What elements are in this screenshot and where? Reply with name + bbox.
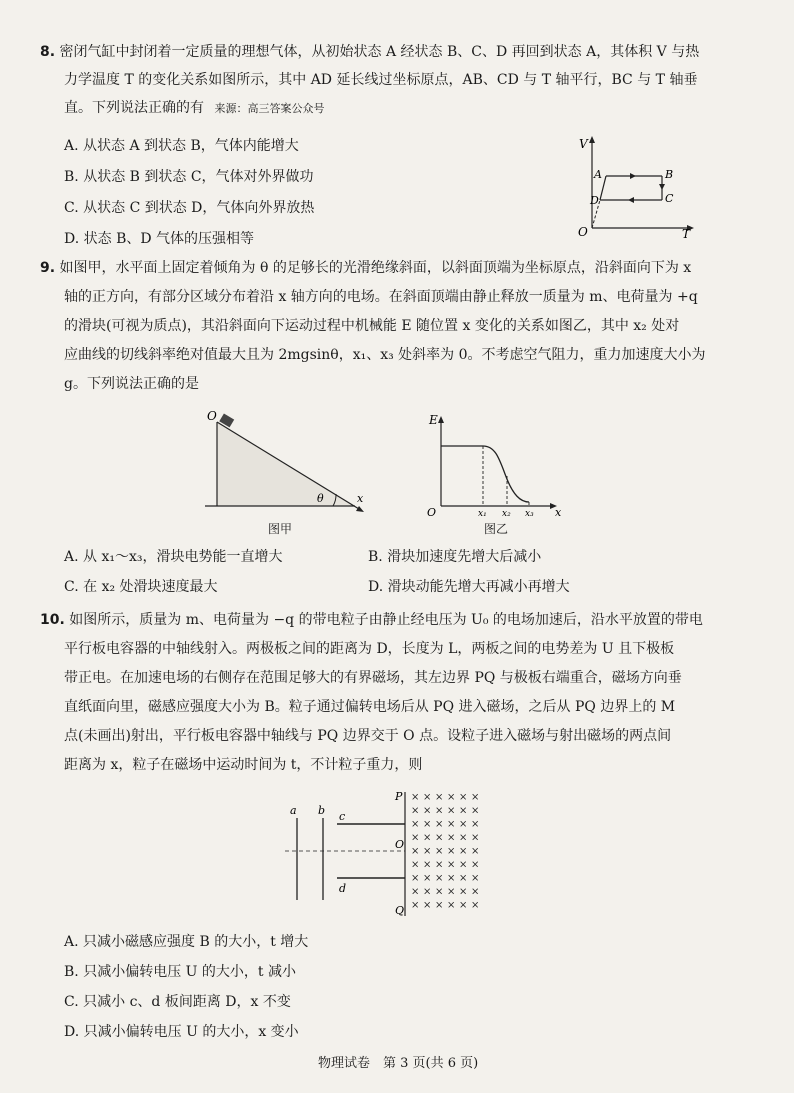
field-cross: × [435,859,444,871]
option-d: D. 只减小偏转电压 U 的大小，x 变小 [64,1024,299,1040]
figure-incline [205,410,375,520]
field-cross: × [435,846,444,857]
question-text: 应曲线的切线斜率绝对值最大且为 2mgsinθ，x₁、x₃ 处斜率为 0。不考虑空气阻力，重力加速度大小为 [64,347,706,363]
question-number: 9. [40,260,56,276]
field-cross: × [471,832,480,844]
field-cross: × [447,900,456,911]
point-d: D [590,194,599,207]
x-axis-label: x [555,506,562,518]
energy-graph [425,408,565,518]
question-text: 如图所示，质量为 m、电荷量为 −q 的带电粒子由静止经电压为 U₀ 的电场加速后，沿水平放置的带电 [69,612,703,628]
field-cross: × [411,886,420,898]
field-cross: × [435,792,444,803]
field-cross: × [471,859,480,871]
field-cross: × [447,792,456,803]
point-b: B [665,168,674,181]
field-cross: × [447,873,456,884]
origin-label: O [427,506,437,518]
field-cross: × [471,873,480,884]
point-o-label: O [395,838,405,851]
question-number: 10. [40,612,65,628]
point-c: C [665,192,674,205]
option-b: B. 滑块加速度先增大后减小 [368,549,542,565]
question-text: 直。下列说法正确的有 [64,100,204,116]
x-axis-label: x [357,492,364,505]
field-cross: × [423,873,432,884]
point-q-label: Q [395,904,405,917]
field-cross: × [459,859,468,871]
field-cross: × [423,846,432,857]
field-cross: × [459,846,468,857]
question-text: 直纸面向里，磁感应强度大小为 B。粒子通过偏转电场后从 PQ 进入磁场，之后从 PQ 边界上的 M [64,699,676,715]
field-cross: × [459,805,468,817]
field-cross: × [423,900,432,911]
plate-b-label: b [318,804,326,817]
field-cross: × [435,819,444,830]
capacitor-field-figure [285,788,495,923]
plate-a-label: a [290,804,297,817]
t-axis-label: T [682,227,691,240]
option-a: A. 从 x₁～x₃，滑块电势能一直增大 [64,549,283,565]
option-a: A. 从状态 A 到状态 B，气体内能增大 [64,138,299,154]
field-cross: × [447,805,456,817]
v-axis-label: V [579,137,588,151]
question-text: 如图甲，水平面上固定着倾角为 θ 的足够长的光滑绝缘斜面，以斜面顶端为坐标原点，沿斜面向下为 x [59,260,692,276]
option-c: C. 只减小 c、d 板间距离 D，x 不变 [64,994,291,1010]
field-cross: × [471,846,480,857]
origin-label: O [207,410,217,423]
field-cross: × [459,900,468,911]
field-cross: × [459,886,468,898]
field-cross: × [411,859,420,871]
field-cross: × [411,873,420,884]
field-cross: × [423,886,432,898]
field-cross: × [459,792,468,803]
figure-caption: 图乙 [484,522,509,536]
option-b: B. 从状态 B 到状态 C，气体对外界做功 [64,169,314,185]
vt-graph [570,130,700,240]
question-text: 平行板电容器的中轴线射入。两极板之间的距离为 D，长度为 L，两板之间的电势差为 U 且下极板 [64,641,675,657]
point-p-label: P [395,790,403,803]
plate-d-label: d [339,882,347,895]
figure-caption: 图甲 [268,522,293,536]
field-cross: × [435,832,444,844]
question-text: 轴的正方向，有部分区域分布着沿 x 轴方向的电场。在斜面顶端由静止释放一质量为 m、电荷量为 +q [64,289,698,305]
question-text: 的滑块(可视为质点)，其沿斜面向下运动过程中机械能 E 随位置 x 变化的关系如图乙，其中 x₂ 处对 [64,318,680,334]
field-cross: × [459,819,468,830]
field-cross: × [423,859,432,871]
question-text: 力学温度 T 的变化关系如图所示，其中 AD 延长线过坐标原点，AB、CD 与 T 轴平行，BC 与 T 轴垂 [64,72,698,88]
option-c: C. 从状态 C 到状态 D，气体向外界放热 [64,200,315,216]
field-cross: × [423,819,432,830]
field-cross: × [411,819,420,830]
point-a: A [594,168,602,181]
field-cross: × [447,859,456,871]
field-cross: × [423,805,432,817]
x3-label: x₃ [525,509,534,518]
field-cross: × [435,900,444,911]
field-cross: × [471,819,480,830]
field-cross: × [411,805,420,817]
origin-label: O [578,225,588,239]
field-cross: × [447,846,456,857]
field-cross: × [471,886,480,898]
question-text: 带正电。在加速电场的右侧存在范围足够大的有界磁场，其左边界 PQ 与极板右端重合，磁场方向垂 [64,670,682,686]
option-d: D. 滑块动能先增大再减小再增大 [368,579,570,595]
question-text: 距离为 x，粒子在磁场中运动时间为 t，不计粒子重力，则 [64,757,423,773]
field-cross: × [435,873,444,884]
option-a: A. 只减小磁感应强度 B 的大小，t 增大 [64,934,309,950]
field-cross: × [471,900,480,911]
question-text: g。下列说法正确的是 [64,376,199,392]
field-cross: × [411,832,420,844]
option-c: C. 在 x₂ 处滑块速度最大 [64,579,218,595]
field-cross: × [411,792,420,803]
page-footer: 物理试卷 第 3 页(共 6 页) [318,1056,479,1071]
magnetic-field-marks [411,792,479,911]
field-cross: × [471,792,480,803]
question-text: 点(未画出)射出，平行板电容器中轴线与 PQ 边界交于 O 点。设粒子进入磁场与射出磁场的两点间 [64,728,672,744]
field-cross: × [423,832,432,844]
x1-label: x₁ [478,509,487,518]
field-cross: × [411,900,420,911]
e-axis-label: E [429,413,438,427]
x2-label: x₂ [502,509,511,518]
field-cross: × [447,819,456,830]
field-cross: × [435,805,444,817]
plate-c-label: c [339,810,346,823]
field-cross: × [459,832,468,844]
field-cross: × [471,805,480,817]
source-note: 来源：高三答案公众号 [214,102,325,115]
field-cross: × [435,886,444,898]
option-d: D. 状态 B、D 气体的压强相等 [64,231,255,247]
angle-label: θ [317,492,324,505]
field-cross: × [447,886,456,898]
option-b: B. 只减小偏转电压 U 的大小，t 减小 [64,964,296,980]
field-cross: × [411,846,420,857]
field-cross: × [459,873,468,884]
field-cross: × [447,832,456,844]
question-text: 密闭气缸中封闭着一定质量的理想气体，从初始状态 A 经状态 B、C、D 再回到状态 A，其体积 V 与热 [59,44,700,60]
question-number: 8. [40,44,56,60]
field-cross: × [423,792,432,803]
